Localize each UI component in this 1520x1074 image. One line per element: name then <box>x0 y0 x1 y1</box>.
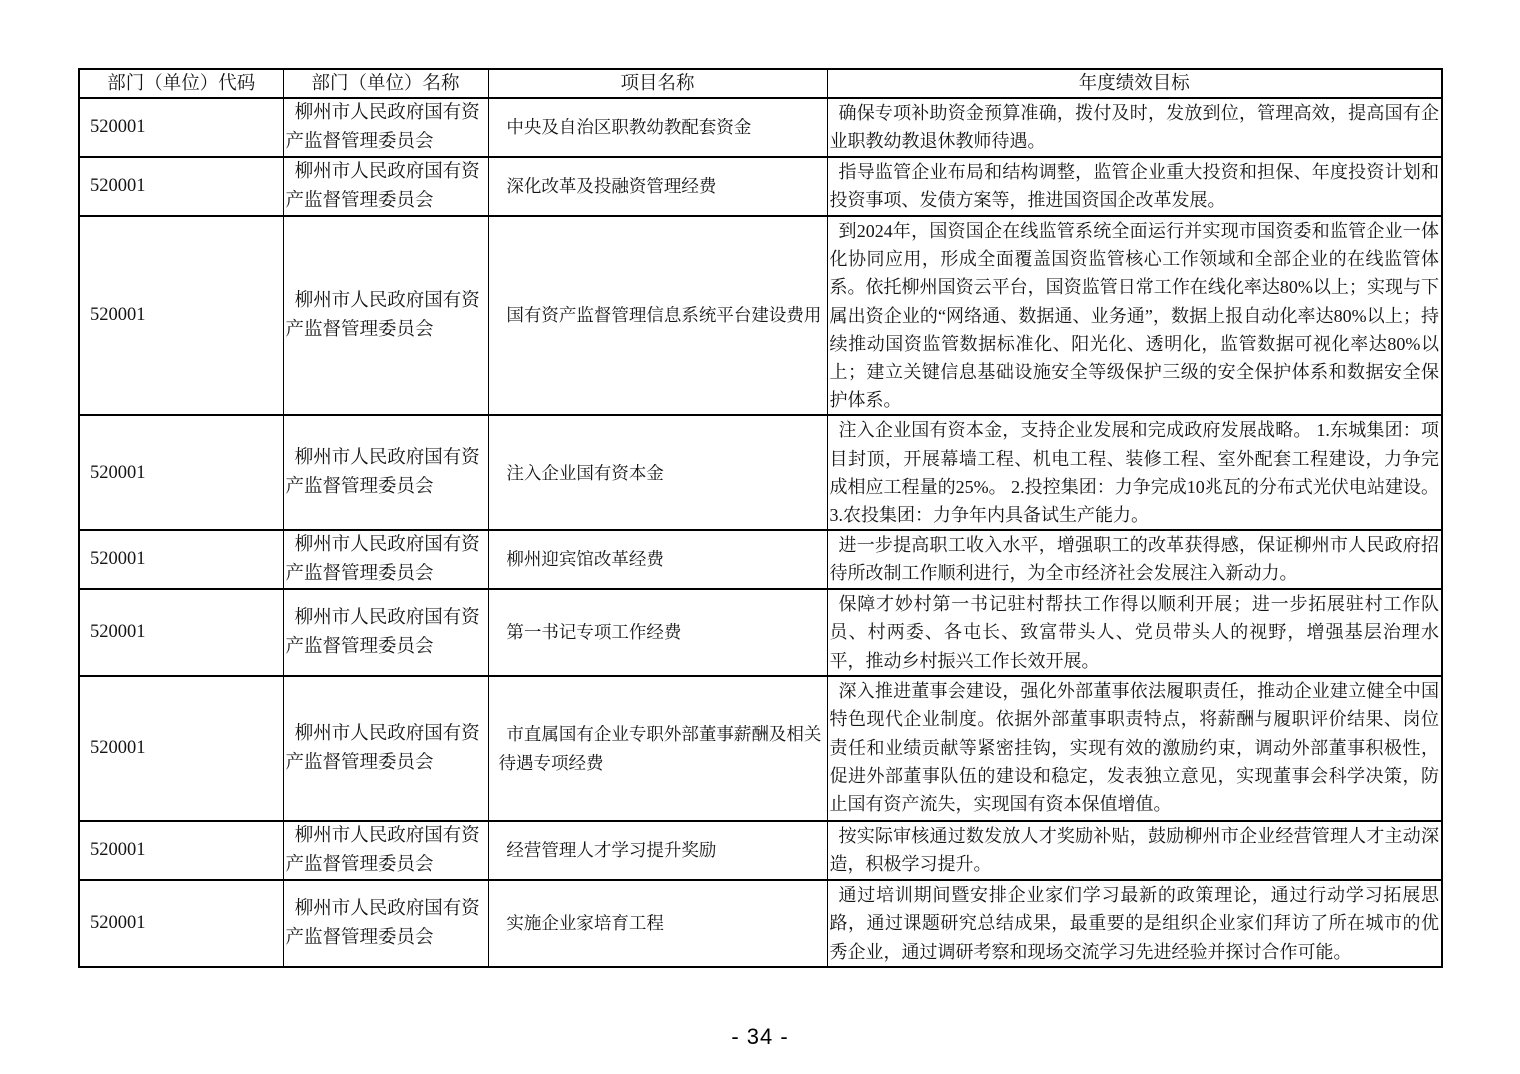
cell-annual-goal: 指导监管企业布局和结构调整，监管企业重大投资和担保、年度投资计划和投资事项、发债方案等，推进国资国企改革发展。 <box>827 157 1442 216</box>
cell-annual-goal: 深入推进董事会建设，强化外部董事依法履职责任，推动企业建立健全中国特色现代企业制度。依据外部董事职责特点，将薪酬与履职评价结果、岗位责任和业绩贡献等紧密挂钩，实现有效的激励约束，调动外部董事积极性，促进外部董事队伍的建设和稳定，发表独立意见，实现董事会科学决策，防止国有资产流失，实现国有资本保值增值。 <box>827 676 1442 821</box>
table-row <box>79 676 1442 821</box>
table-header-row <box>79 69 1442 98</box>
cell-department-code: 520001 <box>79 415 283 530</box>
table-row <box>79 589 1442 676</box>
cell-department-name: 柳州市人民政府国有资产监督管理委员会 <box>283 98 488 157</box>
cell-department-code: 520001 <box>79 589 283 676</box>
cell-project-name: 实施企业家培育工程 <box>488 880 827 967</box>
col-header-annual-goal: 年度绩效目标 <box>827 69 1442 98</box>
page-number: - 34 - <box>731 1024 789 1049</box>
cell-project-name: 深化改革及投融资管理经费 <box>488 157 827 216</box>
col-header-department-name: 部门（单位）名称 <box>283 69 488 98</box>
cell-annual-goal: 确保专项补助资金预算准确，拨付及时，发放到位，管理高效，提高国有企业职教幼教退休教师待遇。 <box>827 98 1442 157</box>
col-header-department-code: 部门（单位）代码 <box>79 69 283 98</box>
table-row <box>79 880 1442 967</box>
cell-annual-goal: 注入企业国有资本金，支持企业发展和完成政府发展战略。 1.东城集团：项目封顶，开展幕墙工程、机电工程、装修工程、室外配套工程建设，力争完成相应工程量的25%。 2.投控集团：力争完成10兆瓦的分布式光伏电站建设。 3.农投集团：力争年内具备试生产能力。 <box>827 415 1442 530</box>
cell-department-name: 柳州市人民政府国有资产监督管理委员会 <box>283 676 488 821</box>
cell-annual-goal: 进一步提高职工收入水平，增强职工的改革获得感，保证柳州市人民政府招待所改制工作顺利进行，为全市经济社会发展注入新动力。 <box>827 530 1442 589</box>
table-row <box>79 157 1442 216</box>
cell-department-name: 柳州市人民政府国有资产监督管理委员会 <box>283 530 488 589</box>
table-row <box>79 216 1442 415</box>
table-row <box>79 98 1442 157</box>
performance-goals-table <box>78 68 1443 968</box>
cell-annual-goal: 按实际审核通过数发放人才奖励补贴，鼓励柳州市企业经营管理人才主动深造，积极学习提升。 <box>827 821 1442 880</box>
cell-department-code: 520001 <box>79 676 283 821</box>
col-header-project-name: 项目名称 <box>488 69 827 98</box>
cell-department-name: 柳州市人民政府国有资产监督管理委员会 <box>283 880 488 967</box>
cell-department-code: 520001 <box>79 98 283 157</box>
table-row <box>79 821 1442 880</box>
cell-annual-goal: 保障才妙村第一书记驻村帮扶工作得以顺利开展；进一步拓展驻村工作队员、村两委、各屯长、致富带头人、党员带头人的视野，增强基层治理水平，推动乡村振兴工作长效开展。 <box>827 589 1442 676</box>
cell-department-code: 520001 <box>79 821 283 880</box>
cell-department-name: 柳州市人民政府国有资产监督管理委员会 <box>283 415 488 530</box>
cell-department-code: 520001 <box>79 157 283 216</box>
cell-department-code: 520001 <box>79 880 283 967</box>
cell-project-name: 市直属国有企业专职外部董事薪酬及相关待遇专项经费 <box>488 676 827 821</box>
cell-department-name: 柳州市人民政府国有资产监督管理委员会 <box>283 216 488 415</box>
cell-department-name: 柳州市人民政府国有资产监督管理委员会 <box>283 589 488 676</box>
table-row <box>79 530 1442 589</box>
cell-project-name: 第一书记专项工作经费 <box>488 589 827 676</box>
cell-project-name: 注入企业国有资本金 <box>488 415 827 530</box>
cell-annual-goal: 到2024年，国资国企在线监管系统全面运行并实现市国资委和监管企业一体化协同应用，形成全面覆盖国资监管核心工作领域和全部企业的在线监管体系。依托柳州国资云平台，国资监管日常工作在线化率达80%以上；实现与下属出资企业的“网络通、数据通、业务通”，数据上报自动化率达80%以上；持续推动国资监管数据标准化、阳光化、透明化，监管数据可视化率达80%以上；建立关键信息基础设施安全等级保护三级的安全保护体系和数据安全保护体系。 <box>827 216 1442 415</box>
table-row <box>79 415 1442 530</box>
cell-department-code: 520001 <box>79 530 283 589</box>
cell-department-name: 柳州市人民政府国有资产监督管理委员会 <box>283 821 488 880</box>
cell-department-code: 520001 <box>79 216 283 415</box>
cell-project-name: 国有资产监督管理信息系统平台建设费用 <box>488 216 827 415</box>
cell-annual-goal: 通过培训期间暨安排企业家们学习最新的政策理论，通过行动学习拓展思路，通过课题研究总结成果，最重要的是组织企业家们拜访了所在城市的优秀企业，通过调研考察和现场交流学习先进经验并探讨合作可能。 <box>827 880 1442 967</box>
cell-project-name: 柳州迎宾馆改革经费 <box>488 530 827 589</box>
cell-project-name: 经营管理人才学习提升奖励 <box>488 821 827 880</box>
cell-department-name: 柳州市人民政府国有资产监督管理委员会 <box>283 157 488 216</box>
cell-project-name: 中央及自治区职教幼教配套资金 <box>488 98 827 157</box>
